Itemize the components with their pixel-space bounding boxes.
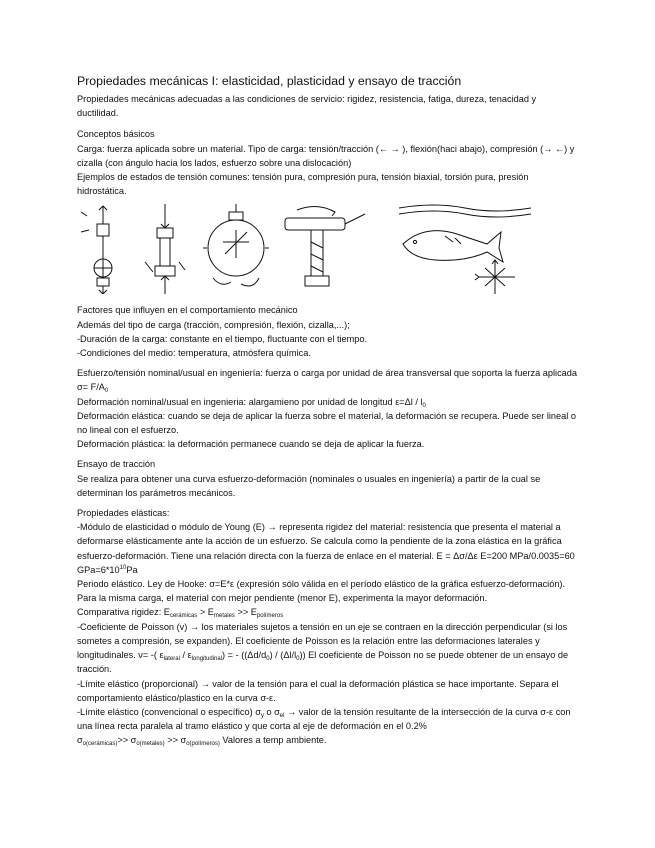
subscript-metales: metales — [213, 613, 235, 620]
subscript-d0: 0 — [266, 656, 270, 663]
subscript-ceramicas: cerámicas — [169, 613, 198, 620]
limite-comp-b: >> σ — [117, 735, 137, 746]
poisson-text-a: -Coeficiente de Poisson (v) → los materiales sujetos a tensión en un eje se contraen en la dirección perpendicular (si los sometes a compresión, se expanden). El coeficiente de Poisson es la relación entre las deformaciones laterales y longitudinales. ν= -( ε — [77, 621, 568, 661]
factores-line-3: -Condiciones del medio: temperatura, atmósfera química. — [77, 348, 311, 359]
carga-paragraph: Carga: fuerza aplicada sobre un material. Tipo de carga: tensión/tracción (← → ), flexión(haci abajo), compresión (→ ←) y cizalla (con ángulo hacia los lados, esfuerzo sobre una dislocación) — [77, 143, 575, 168]
torsion-sketch — [277, 202, 367, 294]
biaxial-sphere-sketch — [201, 202, 271, 294]
young-text: -Módulo de elasticidad o módulo de Young (E) → representa rigidez del material: resistencia que presenta el material a deformarse elásticamente ante la acción de un esfuerzo. Se calcula como la pendiente de la zona elástica en la gráfica esfuerzo-deformación. Tiene una relación directa con la fuerza de enlace en el material. E = Δσ/Δε E=200 MPa/0.0035=60 GPa=6*10 — [77, 522, 575, 575]
limite-conv-text-b: o σ — [263, 706, 280, 717]
document-page — [77, 74, 577, 748]
deformacion-elastica-paragraph: Deformación elástica: cuando se deja de aplicar la fuerza sobre el material, la deformación se recupera. Puede ser lineal o no lineal con el esfuerzo. — [77, 410, 576, 436]
stress-states-illustration — [77, 202, 577, 300]
limite-comp-c: >> σ — [164, 735, 187, 746]
document-title: Propiedades mecánicas I: elasticidad, plasticidad y ensayo de tracción — [77, 74, 462, 88]
ensayo-paragraph: Se realiza para obtener una curva esfuerzo-deformación (nominales o usuales en ingeniería) a partir de la cual se determinan los parámetros mecánicos. — [77, 473, 541, 498]
rigidez-op-2: >> E — [234, 607, 257, 618]
rigidez-label: Comparativa rigidez: E — [77, 607, 170, 618]
subscript-l0: 0 — [296, 656, 300, 663]
young-exponent: 10 — [119, 564, 127, 571]
poisson-paragraph — [77, 620, 577, 677]
hydrostatic-fish-sketch — [395, 202, 535, 296]
limite-conv-text-a: -Límite elástico (convencional o específico) σ — [77, 706, 261, 717]
compression-sketch — [139, 202, 191, 294]
subscript-polimeros: polímeros — [256, 613, 284, 620]
subscript-o-metales: o(metales) — [136, 741, 165, 748]
young-paragraph — [77, 520, 577, 577]
poisson-text-e: )) El coeficiente de Poisson no se puede obtener de un ensayo de tracción. — [77, 650, 569, 675]
limite-comp-d: Valores a temp ambiente. — [219, 735, 327, 746]
ejemplos-paragraph: Ejemplos de estados de tensión comunes: tensión pura, compresión pura, tensión biaxial, torsión pura, presión hidrostática. — [77, 172, 529, 197]
rigidez-comparison — [77, 605, 577, 619]
intro-paragraph: Propiedades mecánicas adecuadas a las condiciones de servicio: rigidez, resistencia, fatiga, dureza, tenacidad y ductilidad. — [77, 94, 537, 119]
poisson-text-d: ) / (Δl/l — [269, 650, 297, 661]
tension-sketch — [77, 202, 129, 294]
factores-line-1: Además del tipo de carga (tracción, compresión, flexión, cizalla,...); — [77, 319, 350, 330]
factores-line-2: -Duración de la carga: constante en el tiempo, fluctuante con el tiempo. — [77, 333, 368, 344]
limite-conv-text-c: → valor de la tensión resultante de la intersección de la curva σ-ε con una línea recta paralela al tramo elástico y que corta al eje de deformación en el 0.2% — [77, 706, 571, 732]
factores-heading: Factores que influyen en el comportamiento mecánico — [77, 305, 298, 316]
rigidez-op-1: > E — [197, 607, 214, 618]
subscript-lateral: lateral — [163, 656, 180, 663]
subscript-y: y — [260, 712, 264, 719]
conceptos-heading: Conceptos básicos — [77, 129, 155, 140]
esfuerzo-paragraph — [77, 366, 577, 394]
deformacion-length-subscript: 0 — [422, 402, 426, 409]
limite-proporcional-paragraph: -Límite elástico (proporcional) → valor de la tensión para el cual la deformación plástica se hace importante. Separa el comportamiento elástico/plastico en la curva σ-ε. — [77, 678, 559, 703]
limite-convencional-paragraph — [77, 705, 577, 733]
poisson-text-b: / ε — [179, 650, 192, 661]
subscript-o-ceramicas: o(cerámicas) — [82, 741, 118, 748]
ensayo-heading: Ensayo de tracción — [77, 459, 156, 470]
esfuerzo-area-subscript: 0 — [104, 388, 109, 395]
poisson-text-c: ) = - ((Δd/d — [222, 650, 267, 661]
limite-comp-a: σ — [77, 735, 83, 746]
deformacion-nominal-paragraph — [77, 395, 577, 409]
subscript-el: el — [279, 712, 285, 719]
limite-comparison — [77, 733, 577, 747]
deformacion-nominal-text: Deformación nominal/usual en ingenieria: alargamieno por unidad de longitud ε=Δl / l — [77, 396, 423, 407]
elasticas-heading: Propiedades elásticas: — [77, 508, 170, 519]
deformacion-plastica-paragraph: Deformación plástica: la deformación permanece cuando se deja de aplicar la fuerza. — [77, 439, 425, 450]
young-unit: Pa — [126, 564, 138, 575]
subscript-o-polimeros: o(polímeros) — [186, 741, 220, 748]
esfuerzo-text: Esfuerzo/tensión nominal/usual en ingeniería: fuerza o carga por unidad de área transversal que soporta la fuerza aplicada σ= F/A — [77, 368, 578, 393]
hooke-paragraph: Periodo elástico. Ley de Hooke: σ=E*ε (expresión sólo válida en el período elástico de la gráfica esfuerzo-deformación). Para la misma carga, el material con mejor pendiente (menor E), experimenta la mayor deformación. — [77, 579, 566, 604]
subscript-longitudinal: longitudinal — [191, 656, 223, 663]
